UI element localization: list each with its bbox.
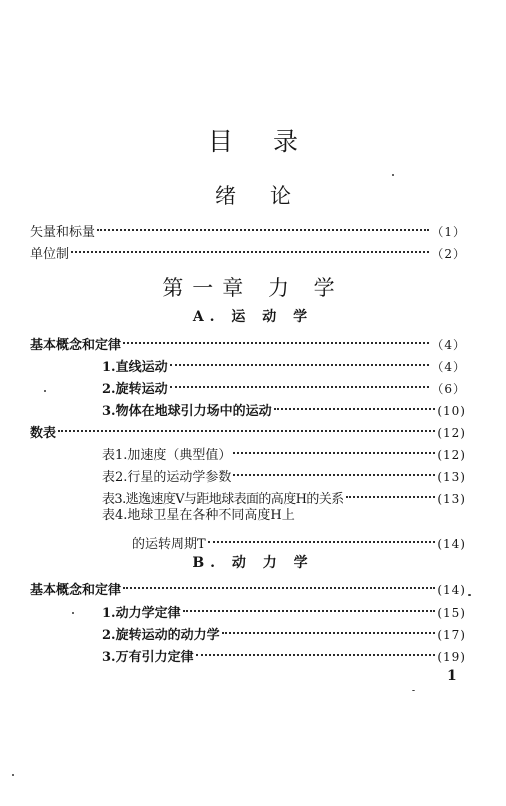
print-speck	[12, 774, 14, 776]
toc-entry-label: 数表	[30, 426, 57, 441]
toc-entry-page: （4）	[431, 338, 466, 352]
toc-entry-page: (14)	[437, 537, 466, 551]
print-speck	[468, 594, 471, 596]
toc-entry-rotational-motion	[102, 373, 466, 397]
toc-entry-label: 单位制	[30, 247, 70, 262]
toc-entry-label: 2.旋转运动的动力学	[102, 628, 220, 643]
dot-leader	[346, 483, 436, 503]
toc-entry-table-4-line1: 表4.地球卫星在各种不同高度H上	[102, 508, 295, 523]
dot-leader	[97, 216, 429, 236]
toc-entry-label: 表2.行星的运动学参数	[102, 470, 232, 485]
dot-leader	[170, 351, 430, 371]
toc-entry-label: 的运转周期T	[132, 537, 206, 552]
toc-entry-page: (14)	[437, 583, 466, 597]
toc-entry-page: （4）	[431, 360, 466, 374]
toc-entry-page: （6）	[431, 382, 466, 396]
toc-entry-label: 3.物体在地球引力场中的运动	[102, 404, 272, 419]
toc-entry-page: （1）	[431, 225, 466, 239]
toc-entry-page: (19)	[437, 650, 466, 664]
toc-entry-table-3	[102, 483, 466, 507]
toc-entry-gravity-field-motion	[102, 395, 466, 419]
dot-leader	[170, 373, 430, 393]
toc-entry-label: 基本概念和定律	[30, 583, 122, 598]
toc-entry-page: （2）	[431, 247, 466, 261]
toc-entry-label: 矢量和标量	[30, 225, 96, 240]
toc-entry-label: 1.直线运动	[102, 360, 168, 375]
toc-entry-unit-system	[30, 238, 466, 262]
toc-entry-page: (12)	[437, 448, 466, 462]
toc-entry-page: (17)	[437, 628, 466, 642]
toc-entry-page: (15)	[437, 606, 466, 620]
dot-leader	[123, 574, 435, 594]
toc-entry-page: (12)	[437, 426, 466, 440]
print-speck	[72, 612, 74, 614]
toc-entry-label: 1.动力学定律	[102, 606, 181, 621]
toc-entry-linear-motion	[102, 351, 466, 375]
dot-leader	[196, 641, 436, 661]
dot-leader	[233, 439, 435, 459]
toc-entry-label: 2.旋转运动	[102, 382, 168, 397]
toc-entry-label: 基本概念和定律	[30, 338, 122, 353]
dot-leader	[208, 528, 436, 548]
dot-leader	[183, 597, 436, 617]
toc-entry-label: 3.万有引力定律	[102, 650, 194, 665]
toc-entry-universal-gravitation	[102, 641, 466, 665]
page-title: 目录	[207, 127, 338, 156]
print-speck	[412, 690, 415, 691]
toc-entry-table-1	[102, 439, 466, 463]
page-number: 1	[447, 668, 457, 684]
toc-entry-label: 表1.加速度（典型值）	[102, 448, 232, 463]
dot-leader	[71, 238, 429, 258]
dot-leader	[222, 619, 436, 639]
section-a-title: A. 运 动 学	[192, 309, 314, 325]
toc-entry-rotational-dynamics	[102, 619, 466, 643]
dot-leader	[58, 417, 435, 437]
toc-entry-table-2	[102, 461, 466, 485]
dot-leader	[233, 461, 435, 481]
dot-leader	[274, 395, 436, 415]
toc-entry-dynamics-laws	[102, 597, 466, 621]
toc-entry-label: 表3.逃逸速度V与距地球表面的高度H的关系	[102, 492, 344, 507]
chapter-title: 第一章 力 学	[162, 276, 344, 300]
toc-entry-page: (13)	[437, 492, 466, 506]
dot-leader	[123, 329, 429, 349]
toc-entry-page: (13)	[437, 470, 466, 484]
toc-entry-page: (10)	[437, 404, 466, 418]
print-speck	[392, 174, 394, 176]
toc-entry-vectors-scalars	[30, 216, 466, 240]
toc-entry-basic-concepts-a	[30, 329, 466, 353]
intro-title: 绪论	[215, 184, 325, 208]
toc-entry-data-tables	[30, 417, 466, 441]
toc-entry-basic-concepts-b	[30, 574, 466, 598]
print-speck	[44, 390, 46, 392]
toc-entry-table-4	[132, 528, 466, 552]
section-b-title: B. 动 力 学	[192, 555, 314, 571]
